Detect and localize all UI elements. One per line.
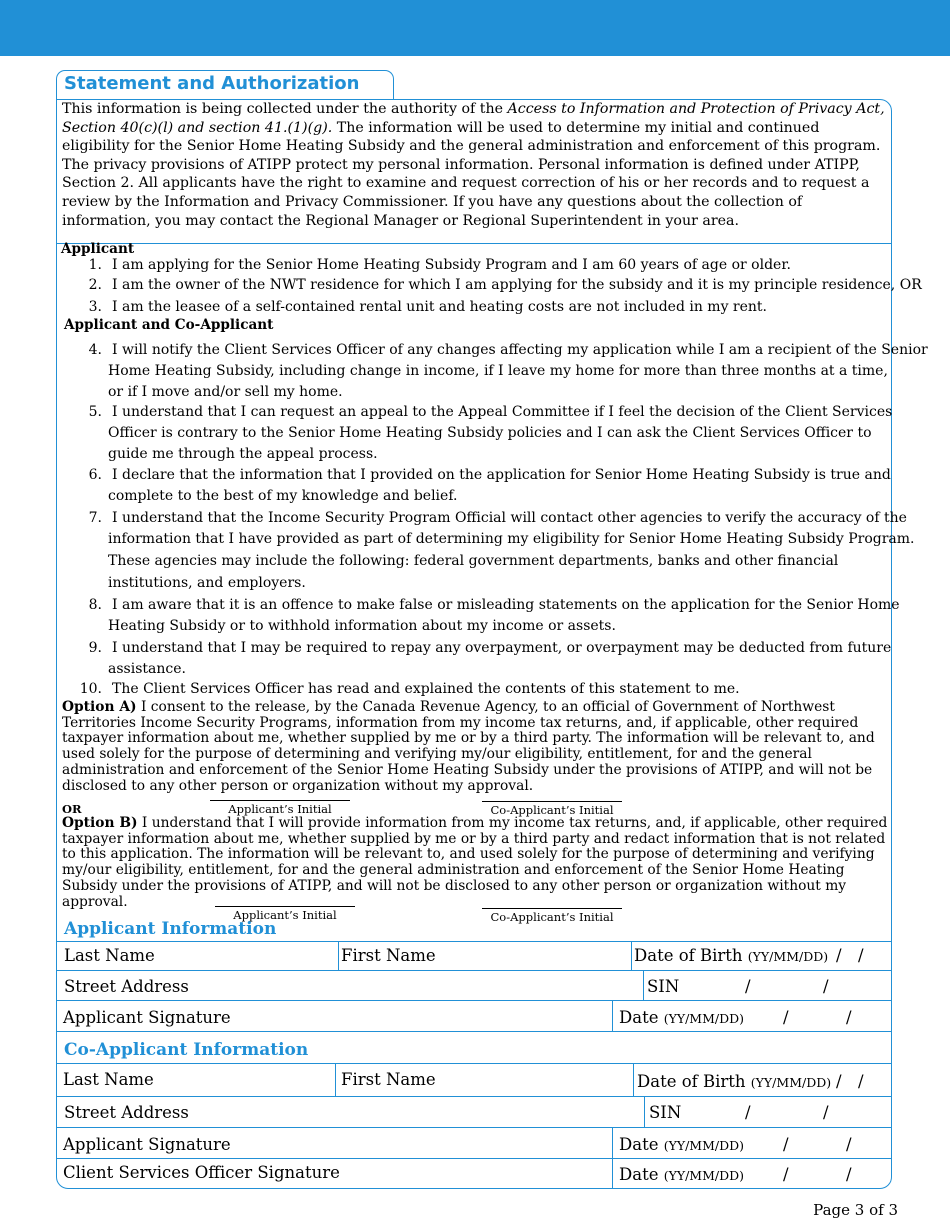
intro-paragraph: This information is being collected under the authority of the Access to Information and Protection of Privacy Act, Section 40(c)(l) and section 41.(1)(g). The information will be used to determine my initial and continued eligibility for the Senior Home Heating Subsidy and the general administration and enforcement of this program. The privacy provisions of ATIPP protect my personal information. Personal information is defined under ATIPP, Section 2. All applicants have the right to examine and request correction of his or her records and to request a review by the Information and Privacy Commissioner. If you have any questions about the collection of information, you may contact the Regional Manager or Regional Superintendent in your area.	[62, 101, 885, 229]
divider	[633, 1063, 634, 1096]
divider	[631, 941, 632, 970]
section-title-tab	[56, 70, 394, 100]
co-sin-field[interactable]: SIN	[649, 1103, 682, 1122]
co-street-address-field[interactable]: Street Address	[64, 1103, 189, 1122]
co-applicant-initial-line[interactable]: Co-Applicant’s Initial	[482, 908, 622, 924]
sin-separator: /	[745, 977, 751, 996]
co-last-name-field[interactable]: Last Name	[63, 1070, 154, 1089]
last-name-field[interactable]: Last Name	[64, 946, 155, 965]
date-separator: /	[783, 1135, 789, 1154]
date-of-birth-field[interactable]: Date of Birth (YY/MM/DD)	[634, 946, 829, 965]
date-separator: /	[783, 1165, 789, 1184]
co-first-name-field[interactable]: First Name	[341, 1070, 436, 1089]
sin-separator: /	[823, 1103, 829, 1122]
divider	[612, 1000, 613, 1031]
co-applicant-label: Applicant and Co-Applicant	[64, 317, 274, 333]
co-applicant-initial-line[interactable]: Co-Applicant’s Initial	[482, 801, 622, 817]
divider	[644, 1096, 645, 1127]
divider	[56, 1096, 892, 1097]
street-address-field[interactable]: Street Address	[64, 977, 189, 996]
date-separator: /	[858, 946, 864, 965]
officer-signature-field[interactable]: Client Services Officer Signature	[63, 1163, 340, 1182]
option-b-paragraph: Option B) I understand that I will provide information from my income tax returns, and, if applicable, other required taxpayer information about me, whether supplied by me or by a third party and redact information that is not related to this application. The information will be relevant to, and used solely for the purpose of determining and verifying my/our eligibility, entitlement, for and the general administration and enforcement of the Senior Home Heating Subsidy under the provisions of ATIPP, and will not be disclosed to any other person or organization without my approval.	[62, 815, 888, 910]
divider	[56, 243, 892, 244]
first-name-field[interactable]: First Name	[341, 946, 436, 965]
section-title: Statement and Authorization	[64, 73, 360, 94]
applicant-label: Applicant	[61, 241, 135, 257]
page-number: Page 3 of 3	[813, 1201, 898, 1219]
or-label: OR	[62, 802, 82, 816]
divider	[56, 941, 892, 942]
divider	[56, 1031, 892, 1032]
date-separator: /	[858, 1072, 864, 1091]
date-separator: /	[846, 1135, 852, 1154]
officer-date-field[interactable]: Date (YY/MM/DD)	[619, 1165, 745, 1184]
divider	[335, 1063, 336, 1096]
divider	[56, 1127, 892, 1128]
sin-separator: /	[823, 977, 829, 996]
applicant-initial-line[interactable]: Applicant’s Initial	[215, 906, 355, 922]
co-date-of-birth-field[interactable]: Date of Birth (YY/MM/DD)	[637, 1072, 832, 1091]
date-separator: /	[846, 1008, 852, 1027]
date-separator: /	[836, 1072, 842, 1091]
divider	[56, 1063, 892, 1064]
divider	[56, 1000, 892, 1001]
divider	[338, 941, 339, 970]
divider	[643, 970, 644, 1000]
date-separator: /	[836, 946, 842, 965]
date-separator: /	[783, 1008, 789, 1027]
header-bar	[0, 0, 950, 56]
divider	[56, 970, 892, 971]
signature-date-field[interactable]: Date (YY/MM/DD)	[619, 1008, 745, 1027]
applicant-signature-field[interactable]: Applicant Signature	[63, 1008, 231, 1027]
applicant-info-title: Applicant Information	[64, 919, 277, 939]
co-applicant-signature-field[interactable]: Applicant Signature	[63, 1135, 231, 1154]
sin-field[interactable]: SIN	[647, 977, 680, 996]
co-applicant-info-title: Co-Applicant Information	[64, 1040, 309, 1060]
applicant-initial-line[interactable]: Applicant’s Initial	[210, 800, 350, 816]
option-a-paragraph: Option A) I consent to the release, by the Canada Revenue Agency, to an official of Government of Northwest Territories Income Security Programs, information from my income tax returns, and, if applicable, other required taxpayer information about me, whether supplied by me or by a third party. The information will be relevant to, and used solely for the purpose of determining and verifying my/our eligibility, entitlement, for and the general administration and enforcement of the Senior Home Heating Subsidy under the provisions of ATIPP, and will not be disclosed to any other person or organization without my approval.	[62, 699, 875, 794]
sin-separator: /	[745, 1103, 751, 1122]
date-separator: /	[846, 1165, 852, 1184]
divider	[56, 1158, 892, 1159]
co-signature-date-field[interactable]: Date (YY/MM/DD)	[619, 1135, 745, 1154]
